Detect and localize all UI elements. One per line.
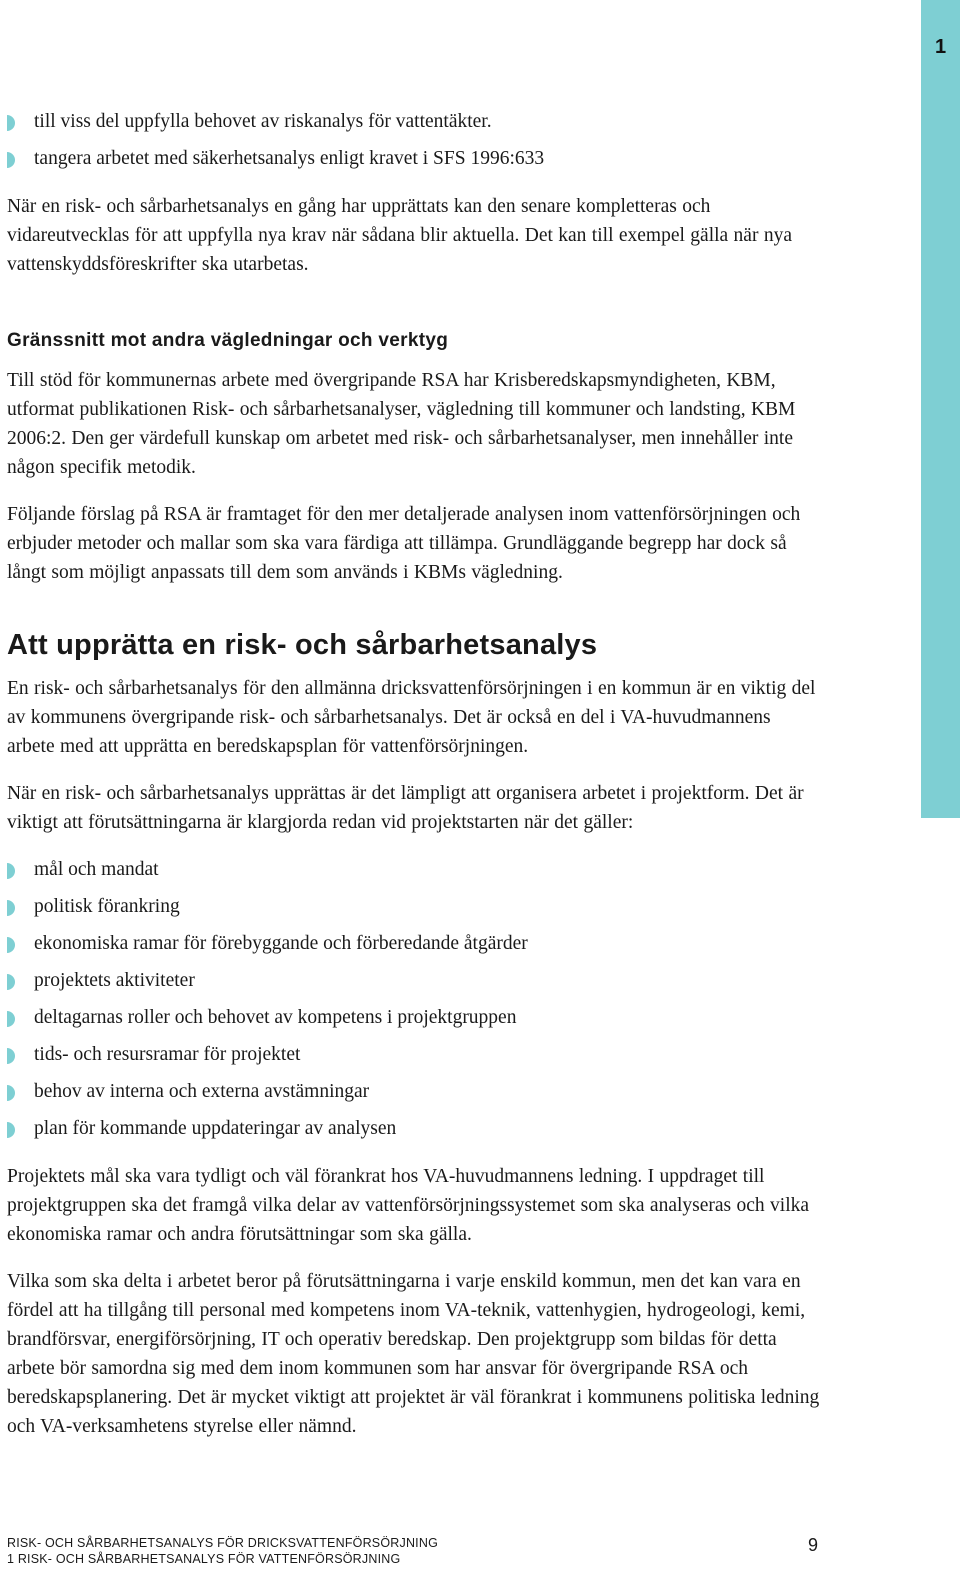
- bullet-icon: [7, 1048, 15, 1064]
- bullet-icon: [7, 152, 15, 168]
- bullet-icon: [7, 115, 15, 131]
- bullet-icon: [7, 863, 15, 879]
- bullet-icon: [7, 1085, 15, 1101]
- paragraph: Projektets mål ska vara tydligt och väl förankrat hos VA-huvudmannens ledning. I uppdraget till projektgruppen ska det framgå vilka delar av vattenförsörjningssystemet som ska analyseras och vilka ekonomiska ramar och andra förutsättningar som ska gälla.: [7, 1166, 810, 1245]
- page-number: 9: [808, 1535, 819, 1555]
- paragraph: Vilka som ska delta i arbetet beror på förutsättningarna i varje enskild kommun, men det kan vara en fördel att ha tillgång till personal med kompetens inom VA-teknik, vattenhygien, hydrogeologi, kemi, brandförsvar, energiförsörjning, IT och operativ beredskap. Den projektgrupp som bildas för detta arbete bör samordna sig med dem inom kommunen som har ansvar för övergripande RSA och beredskapsplanering. Det är mycket viktigt att projektet är väl förankrat i kommunens politiska ledning och VA-verksamhetens styrelse eller nämnd.: [7, 1271, 820, 1437]
- bullet-icon: [7, 900, 15, 916]
- paragraph: När en risk- och sårbarhetsanalys upprättas är det lämpligt att organisera arbetet i projektform. Det är viktigt att förutsättningarna är klargjorda redan vid projektstarten när det gäller:: [7, 783, 804, 833]
- footer-document-title: RISK- OCH SÅRBARHETSANALYS FÖR DRICKSVATTENFÖRSÖRJNING: [7, 1536, 438, 1550]
- footer-chapter-title: 1 RISK- OCH SÅRBARHETSANALYS FÖR VATTENFÖRSÖRJNING: [7, 1552, 401, 1566]
- bullet-icon: [7, 1011, 15, 1027]
- paragraph: Följande förslag på RSA är framtaget för den mer detaljerade analysen inom vattenförsörjningen och erbjuder metoder och mallar som ska vara färdiga att tillämpa. Grundläggande begrepp har dock så långt som möjligt anpassats till dem som används i KBMs vägledning.: [7, 504, 801, 583]
- bullet-icon: [7, 1122, 15, 1138]
- bullet-icon: [7, 974, 15, 990]
- page-title: Att upprätta en risk- och sårbarhetsanalys: [7, 629, 598, 661]
- section-heading: Gränssnitt mot andra vägledningar och verktyg: [7, 330, 449, 351]
- intro-paragraph: När en risk- och sårbarhetsanalys en gång har upprättats kan den senare kompletteras och vidareutvecklas för att uppfylla nya krav när sådana blir aktuella. Det kan till exempel gälla när nya vattenskyddsföreskrifter ska utarbetas.: [7, 196, 792, 275]
- paragraph: Till stöd för kommunernas arbete med övergripande RSA har Krisberedskapsmyndigheten, KBM, utformat publikationen Risk- och sårbarhetsanalyser, vägledning till kommuner och landsting, KBM 2006:2. Den ger värdefull kunskap om arbetet med risk- och sårbarhetsanalyser, men innehåller inte någon specifik metodik.: [7, 370, 796, 478]
- chapter-side-tab: [921, 0, 960, 818]
- paragraph: En risk- och sårbarhetsanalys för den allmänna dricksvattenförsörjningen i en kommun är en viktig del av kommunens övergripande risk- och sårbarhetsanalys. Det är också en del i VA-huvudmannens arbete med att upprätta en beredskapsplan för vattenförsörjningen.: [7, 678, 816, 757]
- bullet-icon: [7, 937, 15, 953]
- chapter-number: 1: [934, 36, 947, 58]
